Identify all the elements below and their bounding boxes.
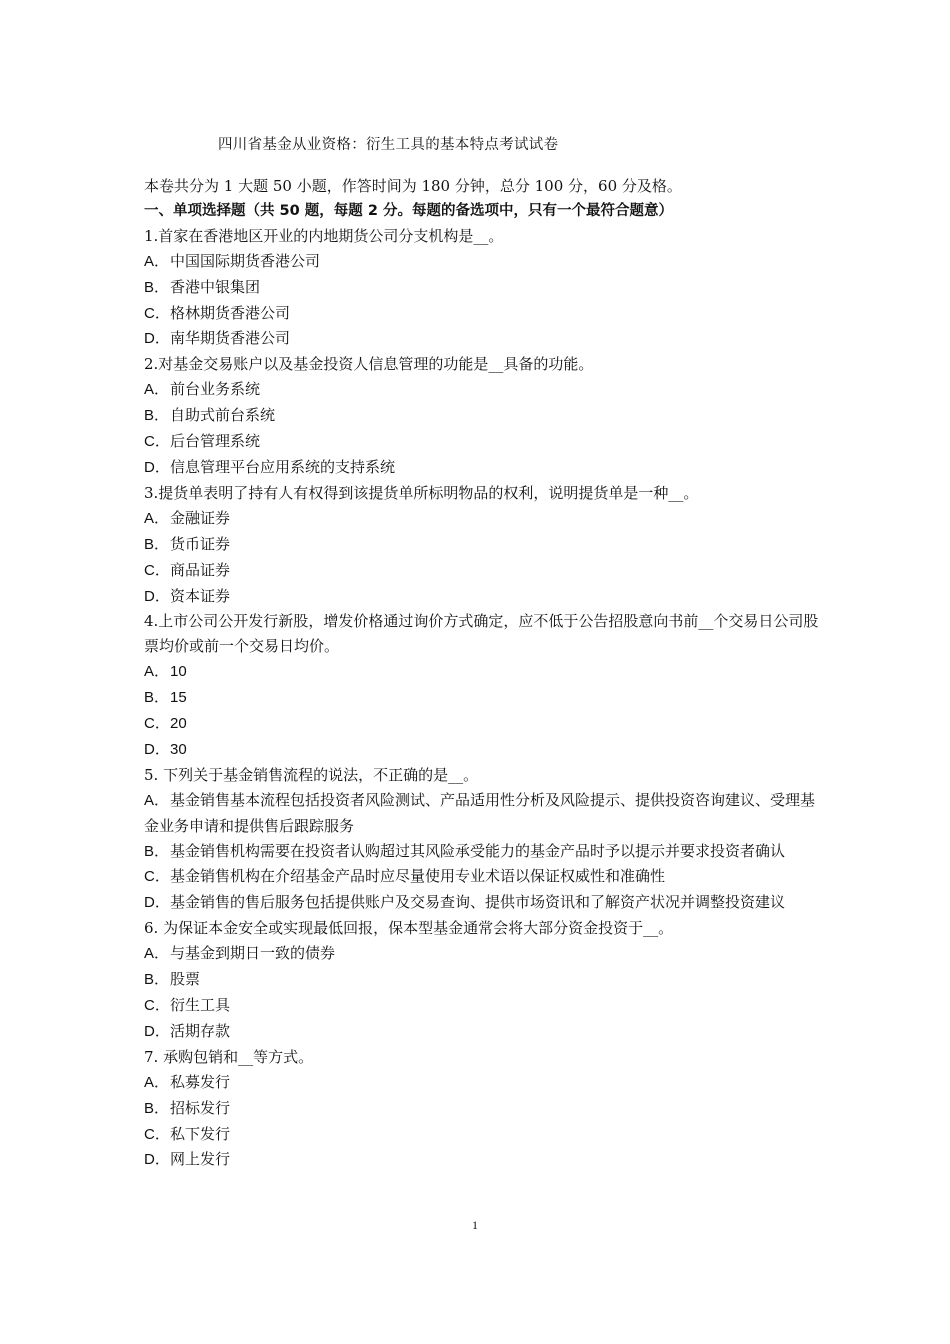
answer-option [144, 403, 819, 429]
option-letter: D． [144, 458, 170, 476]
question-block [144, 609, 819, 762]
option-text: 基金销售机构在介绍基金产品时应尽量使用专业术语以保证权威性和准确性 [170, 867, 666, 886]
answer-option [144, 864, 819, 890]
answer-option [144, 326, 819, 352]
section-heading: 一、单项选择题（共 50 题，每题 2 分。每题的备选项中，只有一个最符合题意） [144, 202, 673, 219]
option-letter: C． [144, 304, 170, 322]
option-letter: D． [144, 1022, 170, 1040]
answer-option [144, 1147, 819, 1173]
option-text: 15 [170, 689, 187, 707]
question-block [144, 916, 819, 1045]
answer-option [144, 1019, 819, 1045]
option-letter: D． [144, 1151, 170, 1169]
document-title: 四川省基金从业资格：衍生工具的基本特点考试试卷 [218, 137, 559, 153]
option-text: 衍生工具 [170, 996, 231, 1014]
option-text: 基金销售机构需要在投资者认购超过其风险承受能力的基金产品时予以提示并要求投资者确认 [170, 841, 786, 860]
option-letter: C． [144, 433, 170, 451]
answer-option [144, 429, 819, 455]
option-letter: B． [144, 1099, 170, 1117]
question-block [144, 763, 819, 916]
option-letter: A． [144, 945, 170, 963]
question-stem: 5. 下列关于基金销售流程的说法，不正确的是__。 [144, 765, 479, 784]
option-text: 南华期货香港公司 [170, 329, 291, 348]
option-text: 私下发行 [170, 1124, 231, 1143]
answer-option [144, 377, 819, 403]
option-letter: D． [144, 740, 170, 758]
option-text: 10 [170, 663, 187, 681]
answer-option [144, 275, 819, 301]
answer-option [144, 993, 819, 1019]
exam-intro: 本卷共分为 1 大题 50 小题，作答时间为 180 分钟，总分 100 分，60 分及格。 [144, 177, 682, 195]
option-letter: B． [144, 407, 170, 425]
option-text: 私募发行 [170, 1072, 231, 1091]
option-letter: A． [144, 509, 170, 527]
question-stem: 6. 为保证本金安全或实现最低回报，保本型基金通常会将大部分资金投资于__。 [144, 919, 674, 938]
option-text: 中国国际期货香港公司 [170, 251, 321, 270]
option-text: 与基金到期日一致的债券 [170, 944, 336, 963]
option-text: 货币证券 [170, 534, 231, 553]
question-block [144, 1045, 819, 1174]
option-letter: C． [144, 561, 170, 579]
option-letter: B． [144, 971, 170, 989]
answer-option [144, 249, 819, 275]
option-text: 基金销售基本流程包括投资者风险测试、产品适用性分析及风险提示、提供投资咨询建议、受理基金业务申请和提供售后跟踪服务 [144, 790, 816, 835]
question-stem: 7. 承购包销和__等方式。 [144, 1047, 314, 1066]
answer-option [144, 659, 819, 685]
question-block [144, 481, 819, 610]
option-text: 信息管理平台应用系统的支持系统 [170, 457, 396, 476]
answer-option [144, 532, 819, 558]
question-stem: 3.提货单表明了持有人有权得到该提货单所标明物品的权利，说明提货单是一种__。 [144, 483, 699, 502]
answer-option [144, 967, 819, 993]
option-letter: C． [144, 715, 170, 733]
option-letter: A． [144, 381, 170, 399]
answer-option [144, 584, 819, 610]
answer-option [144, 839, 819, 865]
option-letter: C． [144, 1125, 170, 1143]
option-letter: D． [144, 330, 170, 348]
option-letter: B． [144, 689, 170, 707]
option-text: 活期存款 [170, 1021, 231, 1040]
document-body [144, 174, 819, 1173]
answer-option [144, 455, 819, 481]
answer-option [144, 941, 819, 967]
option-letter: C． [144, 868, 170, 886]
option-letter: B． [144, 278, 170, 296]
option-letter: B． [144, 842, 170, 860]
option-text: 招标发行 [170, 1098, 231, 1117]
option-letter: A． [144, 1073, 170, 1091]
answer-option [144, 558, 819, 584]
option-letter: A． [144, 663, 170, 681]
question-block [144, 224, 819, 353]
option-text: 股票 [170, 970, 201, 989]
question-stem: 1.首家在香港地区开业的内地期货公司分支机构是__。 [144, 226, 504, 245]
option-text: 格林期货香港公司 [170, 303, 291, 322]
option-text: 基金销售的售后服务包括提供账户及交易查询、提供市场资讯和了解资产状况并调整投资建议 [170, 893, 786, 912]
answer-option [144, 890, 819, 916]
option-text: 前台业务系统 [170, 380, 261, 399]
option-letter: D． [144, 587, 170, 605]
option-text: 商品证券 [170, 560, 231, 579]
option-text: 香港中银集团 [170, 277, 261, 296]
option-text: 资本证券 [170, 586, 231, 605]
option-letter: D． [144, 894, 170, 912]
answer-option [144, 1096, 819, 1122]
option-text: 后台管理系统 [170, 432, 261, 451]
option-letter: A． [144, 791, 170, 809]
page-number: 1 [472, 1218, 478, 1232]
answer-option [144, 1070, 819, 1096]
option-text: 20 [170, 715, 187, 733]
option-text: 网上发行 [170, 1150, 231, 1169]
answer-option [144, 1122, 819, 1148]
answer-option [144, 711, 819, 737]
question-stem: 2.对基金交易账户以及基金投资人信息管理的功能是__具备的功能。 [144, 355, 594, 374]
option-text: 金融证券 [170, 508, 231, 527]
answer-option [144, 788, 819, 839]
answer-option [144, 737, 819, 763]
question-stem: 4.上市公司公开发行新股，增发价格通过询价方式确定，应不低于公告招股意向书前__个交易日公司股票均价或前一个交易日均价。 [144, 612, 819, 656]
option-letter: A． [144, 252, 170, 270]
answer-option [144, 506, 819, 532]
option-letter: C． [144, 997, 170, 1014]
question-block [144, 352, 819, 481]
answer-option [144, 301, 819, 327]
option-letter: B． [144, 535, 170, 553]
answer-option [144, 685, 819, 711]
option-text: 自助式前台系统 [170, 406, 276, 425]
option-text: 30 [170, 740, 187, 758]
